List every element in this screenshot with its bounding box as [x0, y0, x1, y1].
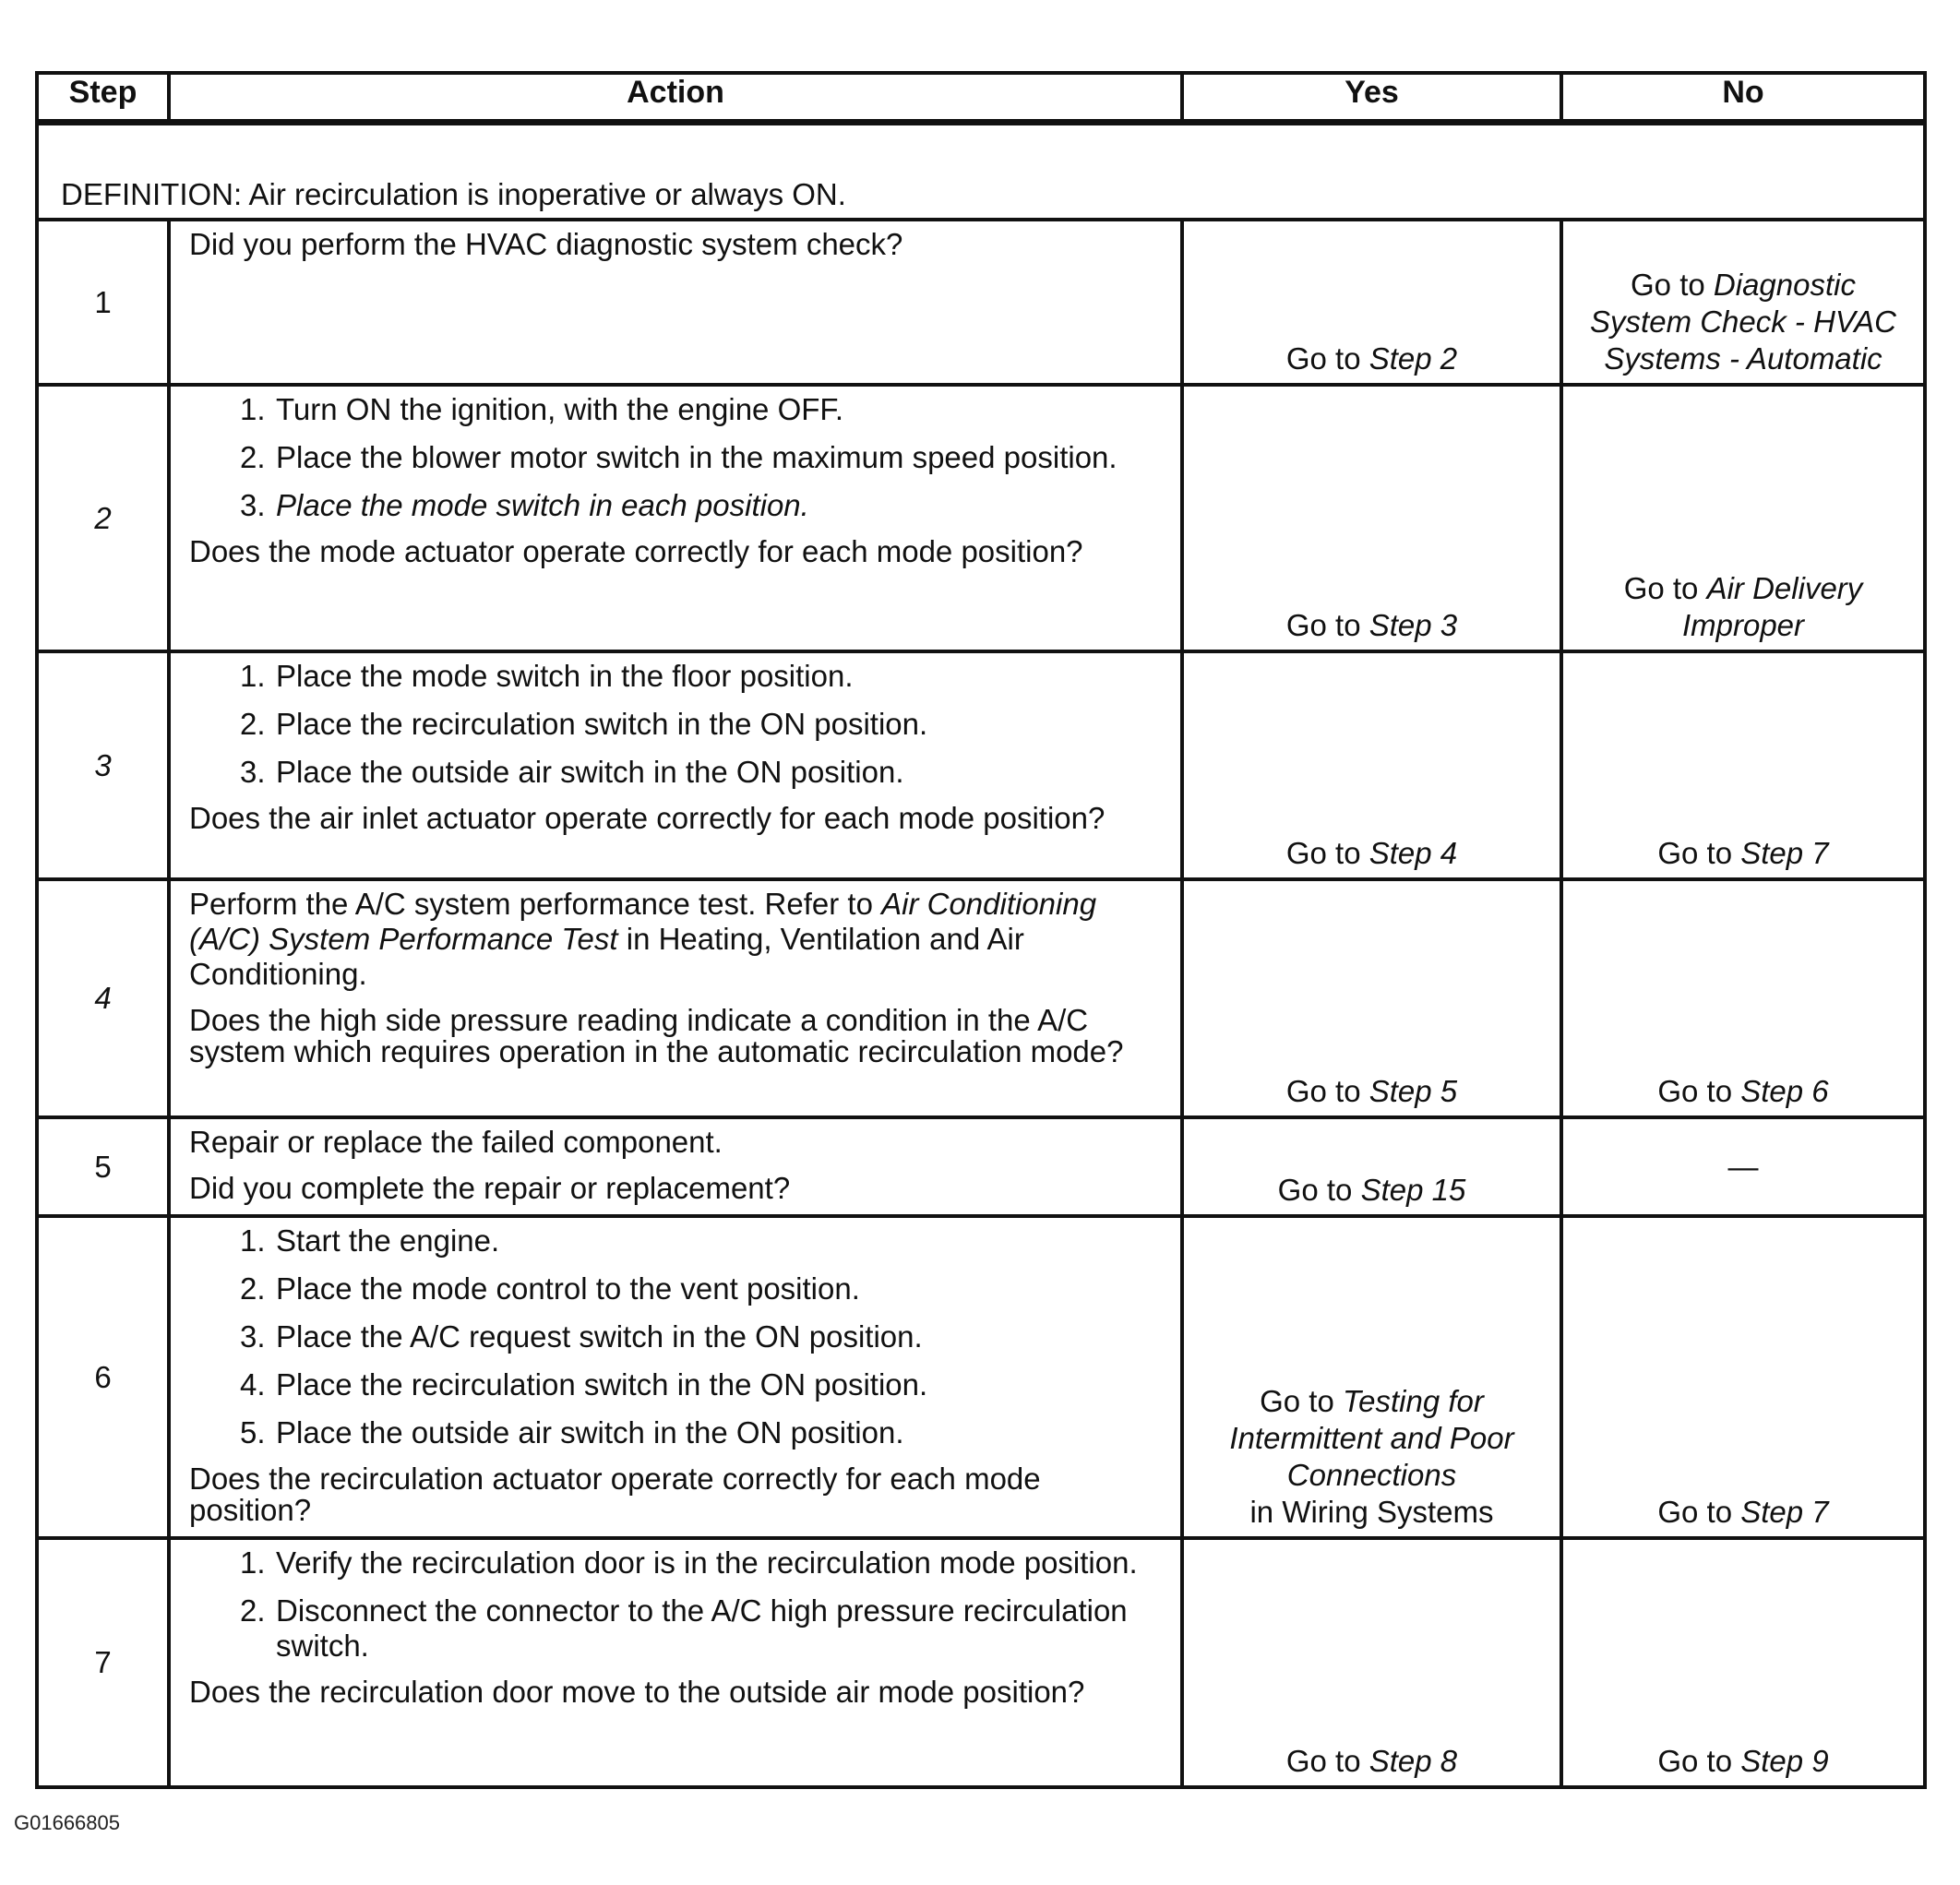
yes-link[interactable]: Step 2 — [1368, 341, 1458, 376]
header-yes: Yes — [1182, 73, 1561, 123]
list-item: 3. Place the mode switch in each position. — [240, 488, 809, 522]
action-question: Does the high side pressure reading indicate a condition in the A/C system which requires operation in the automatic recirculation mode? — [189, 1003, 1124, 1068]
yes-link[interactable]: Step 3 — [1368, 608, 1458, 642]
no-link[interactable]: Diagnostic System Check - HVAC Systems - Automatic — [1590, 268, 1896, 376]
action-cell — [169, 1538, 1182, 1787]
table-row — [37, 651, 1925, 879]
yes-cell: Go to Step 5 — [1182, 879, 1561, 1117]
action-text: Perform the A/C system performance test. Refer to Air Conditioning (A/C) System Performance Test in Heating, Ventilation and Air Conditioning. — [189, 887, 1097, 991]
action-steps — [189, 1545, 1153, 1664]
yes-cell: Go to Step 8 — [1182, 1538, 1561, 1787]
no-link[interactable]: Step 7 — [1740, 1495, 1829, 1529]
step-number: 2 — [37, 385, 169, 651]
header-step: Step — [37, 73, 169, 123]
figure-id: G01666805 — [14, 1811, 120, 1834]
table-row — [37, 1117, 1925, 1216]
no-cell: Go to Step 7 — [1561, 651, 1925, 879]
action-question: Did you complete the repair or replacement? — [189, 1171, 791, 1205]
list-item: 5. Place the outside air switch in the ON position. — [240, 1415, 904, 1450]
yes-link[interactable]: Testing for Intermittent and Poor Connections — [1229, 1384, 1514, 1492]
no-link[interactable]: Step 9 — [1740, 1744, 1829, 1778]
action-cell — [169, 1216, 1182, 1538]
action-cell — [169, 1117, 1182, 1216]
yes-link[interactable]: Step 4 — [1368, 836, 1458, 870]
step-number: 3 — [37, 651, 169, 879]
action-question: Does the recirculation actuator operate correctly for each mode position? — [189, 1461, 1041, 1527]
table-row — [37, 1538, 1925, 1787]
yes-link[interactable]: Step 5 — [1368, 1074, 1458, 1108]
yes-cell: Go to Step 15 — [1182, 1117, 1561, 1216]
no-link[interactable]: Step 7 — [1740, 836, 1829, 870]
yes-link[interactable]: Step 15 — [1360, 1173, 1466, 1207]
action-text: Repair or replace the failed component. — [189, 1125, 723, 1159]
action-question: Does the recirculation door move to the outside air mode position? — [189, 1675, 1085, 1709]
action-question: Does the mode actuator operate correctly for each mode position? — [189, 534, 1083, 568]
action-steps — [189, 392, 1153, 523]
action-steps — [189, 659, 1153, 790]
step-number: 4 — [37, 879, 169, 1117]
action-question: Does the air inlet actuator operate correctly for each mode position? — [189, 801, 1105, 835]
list-item: 1. Verify the recirculation door is in the recirculation mode position. — [240, 1545, 1138, 1580]
definition-row — [37, 123, 1925, 221]
reference-link[interactable]: Air Conditioning (A/C) System Performance Test — [189, 887, 1097, 956]
no-cell: Go to Air Delivery Improper — [1561, 385, 1925, 651]
list-item: 2. Disconnect the connector to the A/C high pressure recirculation switch. — [240, 1593, 1128, 1663]
step-number: 6 — [37, 1216, 169, 1538]
list-item: 3. Place the A/C request switch in the ON position. — [240, 1319, 923, 1354]
table-row — [37, 1216, 1925, 1538]
no-cell: Go to Step 9 — [1561, 1538, 1925, 1787]
diagnostic-table — [35, 71, 1927, 1789]
step-number: 7 — [37, 1538, 169, 1787]
header-no: No — [1561, 73, 1925, 123]
no-cell: Go to Step 7 — [1561, 1216, 1925, 1538]
action-cell — [169, 385, 1182, 651]
table-row — [37, 879, 1925, 1117]
action-question: Did you perform the HVAC diagnostic system check? — [189, 227, 903, 261]
definition-text: DEFINITION: Air recirculation is inoperative or always ON. — [61, 177, 846, 211]
no-cell — [1561, 1117, 1925, 1216]
yes-link[interactable]: Step 8 — [1368, 1744, 1458, 1778]
list-item: 1. Turn ON the ignition, with the engine OFF. — [240, 392, 844, 426]
action-cell — [169, 651, 1182, 879]
list-item: 2. Place the mode control to the vent position. — [240, 1271, 860, 1306]
action-cell — [169, 879, 1182, 1117]
no-dash: — — [1727, 1149, 1759, 1184]
list-item: 1. Start the engine. — [240, 1223, 500, 1258]
yes-cell: Go to Step 4 — [1182, 651, 1561, 879]
no-cell: Go to Step 6 — [1561, 879, 1925, 1117]
header-action: Action — [169, 73, 1182, 123]
step-number: 1 — [37, 220, 169, 385]
step-number: 5 — [37, 1117, 169, 1216]
list-item: 2. Place the blower motor switch in the maximum speed position. — [240, 440, 1117, 474]
definition-cell — [37, 123, 1925, 221]
yes-cell: Go to Step 3 — [1182, 385, 1561, 651]
table-row — [37, 385, 1925, 651]
header-row — [37, 73, 1925, 123]
yes-cell: Go to Step 2 — [1182, 220, 1561, 385]
no-link[interactable]: Air Delivery Improper — [1681, 571, 1863, 642]
list-item: 1. Place the mode switch in the floor position. — [240, 659, 854, 693]
yes-cell: Go to Testing for Intermittent and Poor Connections in Wiring Systems — [1182, 1216, 1561, 1538]
list-item: 4. Place the recirculation switch in the ON position. — [240, 1367, 928, 1402]
action-cell — [169, 220, 1182, 385]
list-item: 2. Place the recirculation switch in the ON position. — [240, 707, 928, 741]
no-link[interactable]: Step 6 — [1740, 1074, 1829, 1108]
list-item: 3. Place the outside air switch in the ON position. — [240, 755, 904, 789]
table-row — [37, 220, 1925, 385]
action-steps — [189, 1223, 1153, 1450]
no-cell: Go to Diagnostic System Check - HVAC Systems - Automatic — [1561, 220, 1925, 385]
